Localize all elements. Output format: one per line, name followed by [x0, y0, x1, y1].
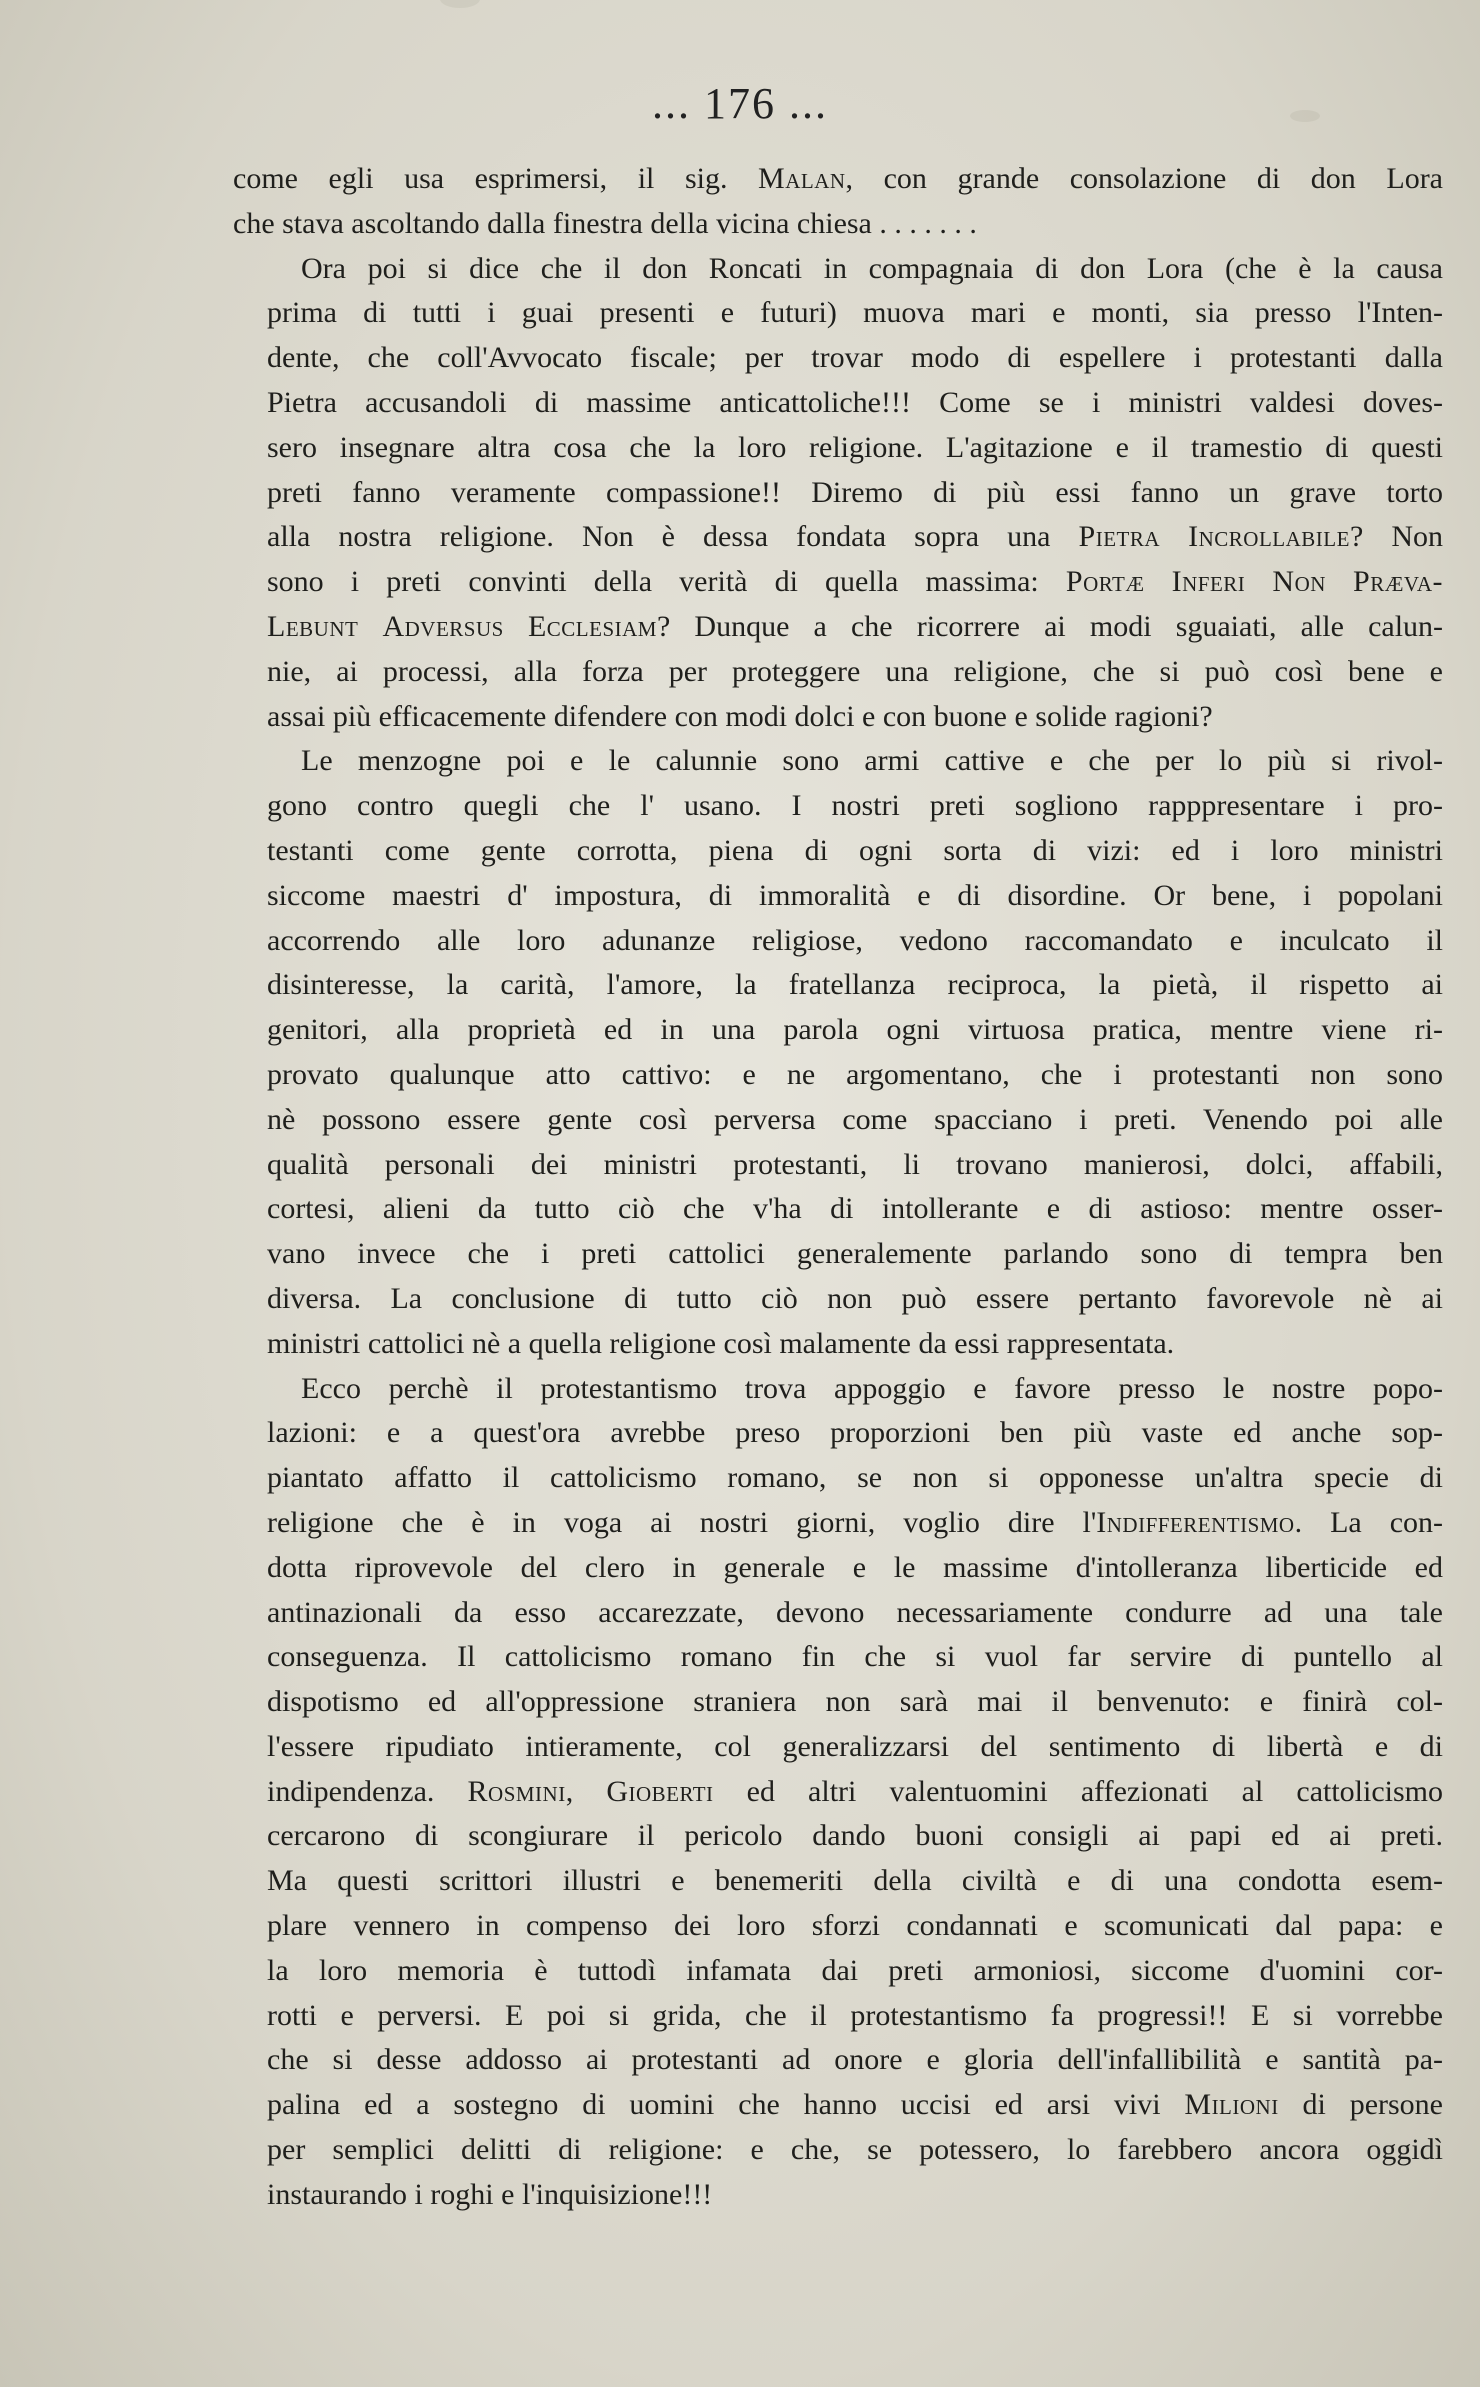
text-line: alla nostra religione. Non è dessa fondata sopra una Pietra Incrollabile? Non	[267, 520, 1443, 554]
text-line: genitori, alla proprietà ed in una parola ogni virtuosa pratica, mentre viene ri-	[267, 1013, 1443, 1047]
text-line: plare vennero in compenso dei loro sforzi condannati e scomunicati dal papa: e	[267, 1909, 1443, 1943]
text-line: disinteresse, la carità, l'amore, la fratellanza reciproca, la pietà, il rispetto ai	[267, 968, 1443, 1002]
paragraph	[233, 1367, 1443, 2218]
text-line: come egli usa esprimersi, il sig. Malan, con grande consolazione di don Lora	[233, 162, 1444, 195]
text-line: prima di tutti i guai presenti e futuri) muova mari e monti, sia presso l'Inten-	[267, 296, 1443, 330]
text-line: che stava ascoltando dalla finestra della vicina chiesa . . . . . . .	[233, 206, 977, 240]
text-line: cortesi, alieni da tutto ciò che v'ha di intollerante e di astioso: mentre osser-	[267, 1192, 1443, 1226]
text-line: vano invece che i preti cattolici generalemente parlando sono di tempra ben	[267, 1237, 1443, 1271]
text-line: qualità personali dei ministri protestanti, li trovano manierosi, dolci, affabili,	[267, 1147, 1443, 1181]
text-line: provato qualunque atto cattivo: e ne argomentano, che i protestanti non sono	[267, 1057, 1443, 1091]
text-line: preti fanno veramente compassione!! Diremo di più essi fanno un grave torto	[267, 475, 1443, 509]
text-line: antinazionali da esso accarezzate, devono necessariamente condurre ad una tale	[267, 1595, 1443, 1629]
text-line: nè possono essere gente così perversa come spacciano i preti. Venendo poi alle	[267, 1102, 1443, 1136]
text-line: la loro memoria è tuttodì infamata dai preti armoniosi, siccome d'uomini cor-	[267, 1953, 1443, 1987]
text-line: indipendenza. Rosmini, Gioberti ed altri valentuomini affezionati al cattolicismo	[267, 1774, 1444, 1808]
text-line: Ora poi si dice che il don Roncati in compagnaia di don Lora (che è la causa	[301, 251, 1443, 285]
text-line: assai più efficacemente difendere con modi dolci e con buone e solide ragioni?	[267, 699, 1213, 733]
text-line: Pietra accusandoli di massime anticattoliche!!! Come se i ministri valdesi doves-	[267, 385, 1443, 419]
text-line: dente, che coll'Avvocato fiscale; per trovar modo di espellere i protestanti dalla	[267, 341, 1443, 375]
text-line: diversa. La conclusione di tutto ciò non può essere pertanto favorevole nè ai	[267, 1281, 1443, 1315]
text-line: Lebunt Adversus Ecclesiam? Dunque a che ricorrere ai modi sguaiati, alle calun-	[267, 609, 1444, 643]
text-line: religione che è in voga ai nostri giorni, voglio dire l'Indifferentismo. La con-	[267, 1505, 1444, 1539]
text-line: testanti come gente corrotta, piena di ogni sorta di vizi: ed i loro ministri	[267, 833, 1443, 867]
text-line: che si desse addosso ai protestanti ad onore e gloria dell'infallibilità e santità pa-	[267, 2043, 1443, 2077]
text-line: sono i preti convinti della verità di quella massima: Portæ Inferi Non Præva-	[267, 565, 1444, 599]
text-line: per semplici delitti di religione: e che, se potessero, lo farebbero ancora oggidì	[267, 2133, 1443, 2167]
text-line: Ma questi scrittori illustri e benemeriti della civiltà e di una condotta esem-	[267, 1864, 1443, 1898]
paper-stain	[440, 0, 480, 8]
text-line: siccome maestri d' impostura, di immoralità e di disordine. Or bene, i popolani	[267, 878, 1443, 912]
text-line: dispotismo ed all'oppressione straniera non sarà mai il benvenuto: e finirà col-	[267, 1685, 1443, 1719]
text-line: nie, ai processi, alla forza per proteggere una religione, che si può così bene e	[267, 654, 1443, 688]
paragraph	[233, 739, 1443, 1366]
paragraph	[233, 157, 1443, 247]
text-line: lazioni: e a quest'ora avrebbe preso proporzioni ben più vaste ed anche sop-	[267, 1416, 1443, 1450]
text-line: accorrendo alle loro adunanze religiose, vedono raccomandato e inculcato il	[267, 923, 1443, 957]
text-line: rotti e perversi. E poi si grida, che il protestantismo fa progressi!! E si vorrebbe	[267, 1998, 1443, 2032]
text-line: sero insegnare altra cosa che la loro religione. L'agitazione e il tramestio di questi	[267, 430, 1443, 464]
text-line: Le menzogne poi e le calunnie sono armi cattive e che per lo più si rivol-	[301, 744, 1443, 778]
text-line: dotta riprovevole del clero in generale e le massime d'intolleranza liberticide ed	[267, 1550, 1443, 1584]
text-line: palina ed a sostegno di uomini che hanno uccisi ed arsi vivi Milioni di persone	[267, 2088, 1443, 2122]
text-line: ministri cattolici nè a quella religione così malamente da essi rappresentata.	[267, 1326, 1175, 1360]
page-number: ... 176 ...	[652, 79, 828, 128]
text-line: instaurando i roghi e l'inquisizione!!!	[267, 2177, 713, 2211]
paragraph	[233, 247, 1443, 740]
text-line: piantato affatto il cattolicismo romano, se non si opponesse un'altra specie di	[267, 1461, 1443, 1495]
text-line: conseguenza. Il cattolicismo romano fin che si vuol far servire di puntello al	[267, 1640, 1443, 1674]
text-line: gono contro quegli che l' usano. I nostri preti sogliono rapppresentare i pro-	[267, 789, 1443, 823]
page-body	[233, 157, 1443, 2218]
text-line: cercarono di scongiurare il pericolo dando buoni consigli ai papi ed ai preti.	[267, 1819, 1443, 1853]
text-line: Ecco perchè il protestantismo trova appoggio e favore presso le nostre popo-	[301, 1371, 1443, 1405]
text-line: l'essere ripudiato intieramente, col generalizzarsi del sentimento di libertà e di	[267, 1729, 1443, 1763]
